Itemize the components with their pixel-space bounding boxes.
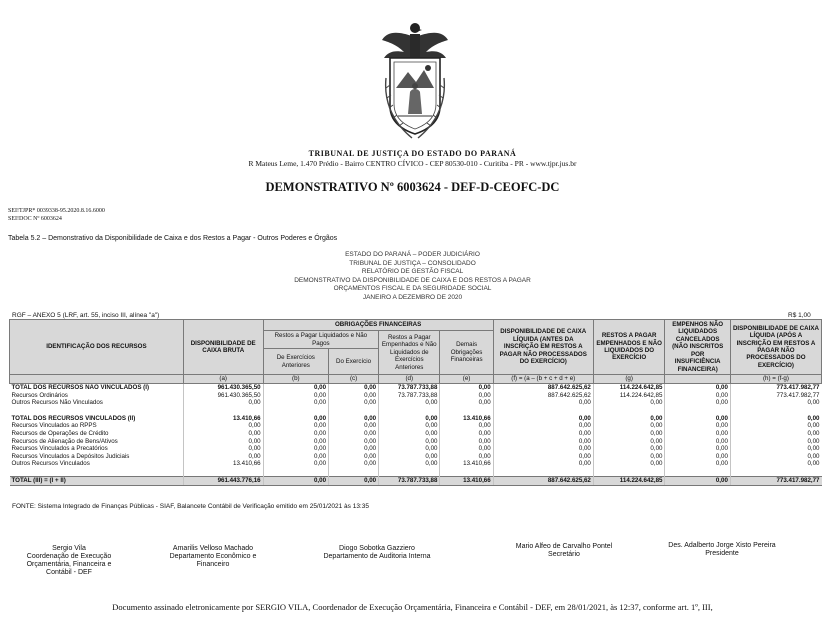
- row-label: Recursos de Operações de Crédito: [11, 429, 109, 437]
- cell: 0,00: [665, 430, 730, 438]
- col-header-rp-nao-liquidados: RESTOS A PAGAR EMPENHADOS E NÃO LIQUIDADOS DO EXERCÍCIO: [593, 320, 665, 375]
- cell: 0,00: [665, 476, 730, 485]
- row-label: Outros Recursos Vinculados: [11, 460, 90, 468]
- col-header-obrigacoes: OBRIGAÇÕES FINANCEIRAS: [263, 320, 493, 331]
- row-label: TOTAL DOS RECURSOS VINCULADOS (II): [11, 414, 136, 422]
- cell: 0,00: [379, 399, 440, 407]
- cell: 0,00: [263, 430, 328, 438]
- row-label: Recursos Vinculados a Depósitos Judiciais: [11, 452, 130, 460]
- signer-name: Amarilis Velloso Machado: [172, 545, 254, 552]
- cell: 0,00: [440, 399, 493, 407]
- row-label: TOTAL (III) = (I + II): [10, 476, 184, 485]
- cell: 0,00: [379, 430, 440, 438]
- heading-line: JANEIRO A DEZEMBRO DE 2020: [362, 293, 463, 301]
- cell: 961.430.365,50: [183, 392, 263, 400]
- cell: 773.417.982,77: [730, 392, 821, 400]
- cell: 0,00: [665, 460, 730, 468]
- cell: 0,00: [440, 384, 493, 392]
- signer-role: Coordenação de Execução Orçamentária, Financeira e Contábil - DEF: [26, 553, 112, 576]
- cell: 0,00: [493, 430, 593, 438]
- cell: 0,00: [593, 422, 665, 430]
- cell: 0,00: [665, 415, 730, 423]
- row-label: Recursos Ordinários: [11, 391, 68, 399]
- heading-line: DEMONSTRATIVO DA DISPONIBILIDADE DE CAIXA E DOS RESTOS A PAGAR: [294, 276, 531, 284]
- cell: 0,00: [665, 384, 730, 392]
- col-key-d: (d): [379, 375, 440, 384]
- cell: 0,00: [593, 460, 665, 468]
- cell: 0,00: [593, 399, 665, 407]
- cell: 0,00: [665, 422, 730, 430]
- cell: 0,00: [329, 399, 379, 407]
- cell: 0,00: [440, 445, 493, 453]
- row-label: Outros Recursos Não Vinculados: [11, 399, 103, 407]
- document-meta: [8, 207, 105, 223]
- cell: 0,00: [379, 445, 440, 453]
- cell: 0,00: [593, 453, 665, 461]
- cell: 0,00: [593, 445, 665, 453]
- col-header-rp-empenhados: Restos a Pagar Empenhados e Não Liquidados de Exercícios Anteriores: [379, 331, 440, 375]
- cell: 0,00: [263, 438, 328, 446]
- cell: 887.642.625,62: [493, 384, 593, 392]
- cell: 0,00: [730, 399, 821, 407]
- cell: 0,00: [329, 415, 379, 423]
- cell: 0,00: [730, 430, 821, 438]
- spacer-row: [10, 407, 822, 415]
- data-source-note: FONTE: Sistema Integrado de Finanças Públicas - SIAF, Balancete Contábil de Verificação emitido em 25/01/2021 às 13:35: [12, 503, 369, 510]
- col-key-g: (g): [593, 375, 665, 384]
- signer-name: Diogo Sobotka Gazziero: [339, 545, 415, 552]
- cell: 0,00: [329, 422, 379, 430]
- cell: 0,00: [263, 384, 328, 392]
- cell: 0,00: [730, 460, 821, 468]
- cell: 0,00: [329, 476, 379, 485]
- col-key-e: (e): [440, 375, 493, 384]
- currency-unit: R$ 1,00: [788, 312, 811, 319]
- cell: 0,00: [379, 460, 440, 468]
- report-heading-block: [0, 251, 825, 302]
- cell: 0,00: [593, 438, 665, 446]
- table-row: [10, 430, 822, 438]
- cell: 0,00: [379, 453, 440, 461]
- cell: 0,00: [329, 392, 379, 400]
- process-number: SEI!TJPR* 0039338-95.2020.8.16.6000: [8, 208, 105, 214]
- cell: 0,00: [665, 453, 730, 461]
- cell: 114.224.642,85: [593, 476, 665, 485]
- col-header-identificacao: IDENTIFICAÇÃO DOS RECURSOS: [10, 320, 184, 375]
- signer-name: Mario Alfeo de Carvalho Pontel: [515, 543, 613, 550]
- col-key-a: (a): [183, 375, 263, 384]
- col-header-empenhos-cancelados: EMPENHOS NÃO LIQUIDADOS CANCELADOS (NÃO INSCRITOS POR INSUFICIÊNCIA FINANCEIRA): [665, 320, 730, 375]
- table-row: [10, 453, 822, 461]
- table-row: [10, 415, 822, 423]
- document-number: SEI!DOC Nº 6003624: [8, 216, 62, 222]
- cell: 0,00: [593, 415, 665, 423]
- cell: 0,00: [183, 422, 263, 430]
- row-label: TOTAL DOS RECURSOS NÃO VINCULADOS (I): [10, 384, 184, 392]
- cell: 0,00: [665, 438, 730, 446]
- rgf-annex-reference: RGF – ANEXO 5 (LRF, art. 55, inciso III, alínea "a"): [12, 312, 160, 319]
- cell: 13.410,66: [440, 415, 493, 423]
- col-header-disp-liquida-apos: DISPONIBILIDADE DE CAIXA LÍQUIDA (APÓS A INSCRIÇÃO EM RESTOS A PAGAR NÃO PROCESSADOS DO EXERCÍCIO): [730, 320, 821, 375]
- cell: 0,00: [593, 430, 665, 438]
- col-header-demais-obrigacoes: Demais Obrigações Financeiras: [440, 331, 493, 375]
- cell: 0,00: [329, 430, 379, 438]
- court-address: R Mateus Leme, 1.470 Prédio - Bairro CENTRO CÍVICO - CEP 80530-010 - Curitiba - PR - www.tjpr.jus.br: [248, 159, 577, 168]
- cell: 0,00: [665, 445, 730, 453]
- signature-block: [20, 545, 118, 577]
- cell: 0,00: [730, 422, 821, 430]
- cell: 0,00: [263, 460, 328, 468]
- cell: 0,00: [263, 453, 328, 461]
- cell: 0,00: [263, 415, 328, 423]
- cell: 0,00: [329, 438, 379, 446]
- heading-line: ORÇAMENTOS FISCAL E DA SEGURIDADE SOCIAL: [333, 285, 492, 292]
- cell: 0,00: [493, 422, 593, 430]
- cell: 0,00: [263, 392, 328, 400]
- cell: 0,00: [329, 384, 379, 392]
- col-header-disponibilidade-bruta: DISPONIBILIDADE DE CAIXA BRUTA: [183, 320, 263, 375]
- signature-block: [496, 543, 632, 559]
- col-key-h: (h) = (f-g): [730, 375, 821, 384]
- row-label: Recursos de Alienação de Bens/Ativos: [11, 437, 118, 445]
- signer-role: Departamento Econômico e Financeiro: [169, 553, 257, 568]
- coat-of-arms-emblem: [382, 18, 448, 146]
- cell: 0,00: [730, 438, 821, 446]
- cash-availability-table: [9, 319, 822, 486]
- cell: 0,00: [183, 430, 263, 438]
- signer-role: Presidente: [705, 550, 739, 557]
- cell: 13.410,66: [183, 460, 263, 468]
- table-total-row: [10, 476, 822, 485]
- cell: 73.787.733,88: [379, 476, 440, 485]
- heading-line: RELATÓRIO DE GESTÃO FISCAL: [361, 268, 464, 275]
- cell: 0,00: [730, 445, 821, 453]
- cell: 13.410,66: [183, 415, 263, 423]
- cell: 887.642.625,62: [493, 392, 593, 400]
- signer-name: Sergio Vila: [52, 545, 86, 552]
- signature-block: [322, 545, 432, 561]
- cell: 773.417.982,77: [730, 476, 821, 485]
- cell: 0,00: [379, 415, 440, 423]
- cell: 887.642.625,62: [493, 476, 593, 485]
- col-header-de-exercicios-anteriores: De Exercícios Anteriores: [263, 349, 328, 375]
- col-key-c: (c): [329, 375, 379, 384]
- table-row: [10, 399, 822, 407]
- table-row: [10, 384, 822, 392]
- cell: 961.443.776,16: [183, 476, 263, 485]
- cell: 0,00: [263, 399, 328, 407]
- row-label: Recursos Vinculados a Precatórios: [11, 445, 108, 453]
- cell: 0,00: [183, 399, 263, 407]
- cell: 13.410,66: [440, 476, 493, 485]
- table-caption: Tabela 5.2 – Demonstrativo da Disponibilidade de Caixa e dos Restos a Pagar - Outros Poderes e Órgãos: [8, 235, 338, 242]
- cell: 0,00: [493, 415, 593, 423]
- heading-line: ESTADO DO PARANÁ – PODER JUDICIÁRIO: [345, 251, 480, 258]
- cell: 961.430.365,50: [183, 384, 263, 392]
- col-header-rp-liquidados: Restos a Pagar Liquidados e Não Pagos: [263, 331, 379, 349]
- col-key-empty: [665, 375, 730, 384]
- cell: 0,00: [730, 415, 821, 423]
- cell: 0,00: [665, 399, 730, 407]
- cell: 73.787.733,88: [379, 392, 440, 400]
- cell: 0,00: [183, 453, 263, 461]
- cell: 0,00: [329, 460, 379, 468]
- cell: 0,00: [183, 438, 263, 446]
- court-name: TRIBUNAL DE JUSTIÇA DO ESTADO DO PARANÁ: [308, 149, 517, 158]
- signature-block: [158, 545, 268, 569]
- cell: 0,00: [730, 453, 821, 461]
- cell: 0,00: [493, 445, 593, 453]
- cell: 0,00: [329, 453, 379, 461]
- signer-role: Departamento de Auditoria Interna: [323, 553, 431, 560]
- cell: 773.417.982,77: [730, 384, 821, 392]
- signature-block: [652, 542, 792, 558]
- document-title: DEMONSTRATIVO Nº 6003624 - DEF-D-CEOFC-DC: [265, 180, 560, 194]
- signer-name: Des. Adalberto Jorge Xisto Pereira: [668, 542, 776, 549]
- cell: 114.224.642,85: [593, 392, 665, 400]
- cell: 0,00: [379, 438, 440, 446]
- row-label: Recursos Vinculados ao RPPS: [11, 422, 97, 430]
- table-row: [10, 460, 822, 468]
- cell: 0,00: [440, 392, 493, 400]
- electronic-signature-note: Documento assinado eletronicamente por SERGIO VILA, Coordenador de Execução Orçamentária, Financeira e Contábil - DEF, em 28/01/2021, às 12:37, conforme art. 1º, III,: [112, 602, 713, 612]
- spacer-row: [10, 468, 822, 477]
- cell: 0,00: [493, 460, 593, 468]
- cell: 0,00: [440, 453, 493, 461]
- table-row: [10, 422, 822, 430]
- cell: 114.224.642,85: [593, 384, 665, 392]
- col-key-b: (b): [263, 375, 328, 384]
- cell: 0,00: [665, 392, 730, 400]
- col-header-do-exercicio: Do Exercício: [329, 349, 379, 375]
- col-header-disp-liquida-antes: DISPONIBILIDADE DE CAIXA LÍQUIDA (ANTES DA INSCRIÇÃO EM RESTOS A PAGAR NÃO PROCESSADOS DO EXERCÍCIO): [493, 320, 593, 375]
- table-row: [10, 445, 822, 453]
- cell: 73.787.733,88: [379, 384, 440, 392]
- cell: 0,00: [263, 422, 328, 430]
- heading-line: TRIBUNAL DE JUSTIÇA – CONSOLIDADO: [349, 259, 476, 267]
- cell: 0,00: [493, 399, 593, 407]
- table-row: [10, 438, 822, 446]
- signer-role: Secretário: [548, 551, 580, 558]
- cell: 0,00: [440, 430, 493, 438]
- cell: 0,00: [379, 422, 440, 430]
- cell: 0,00: [263, 476, 328, 485]
- cell: 0,00: [440, 438, 493, 446]
- cell: 0,00: [329, 445, 379, 453]
- cell: 0,00: [263, 445, 328, 453]
- cell: 13.410,66: [440, 460, 493, 468]
- cell: 0,00: [183, 445, 263, 453]
- cell: 0,00: [440, 422, 493, 430]
- cell: 0,00: [493, 438, 593, 446]
- cell: 0,00: [493, 453, 593, 461]
- col-key-f: (f) = (a – (b + c + d + e): [493, 375, 593, 384]
- table-row: [10, 392, 822, 400]
